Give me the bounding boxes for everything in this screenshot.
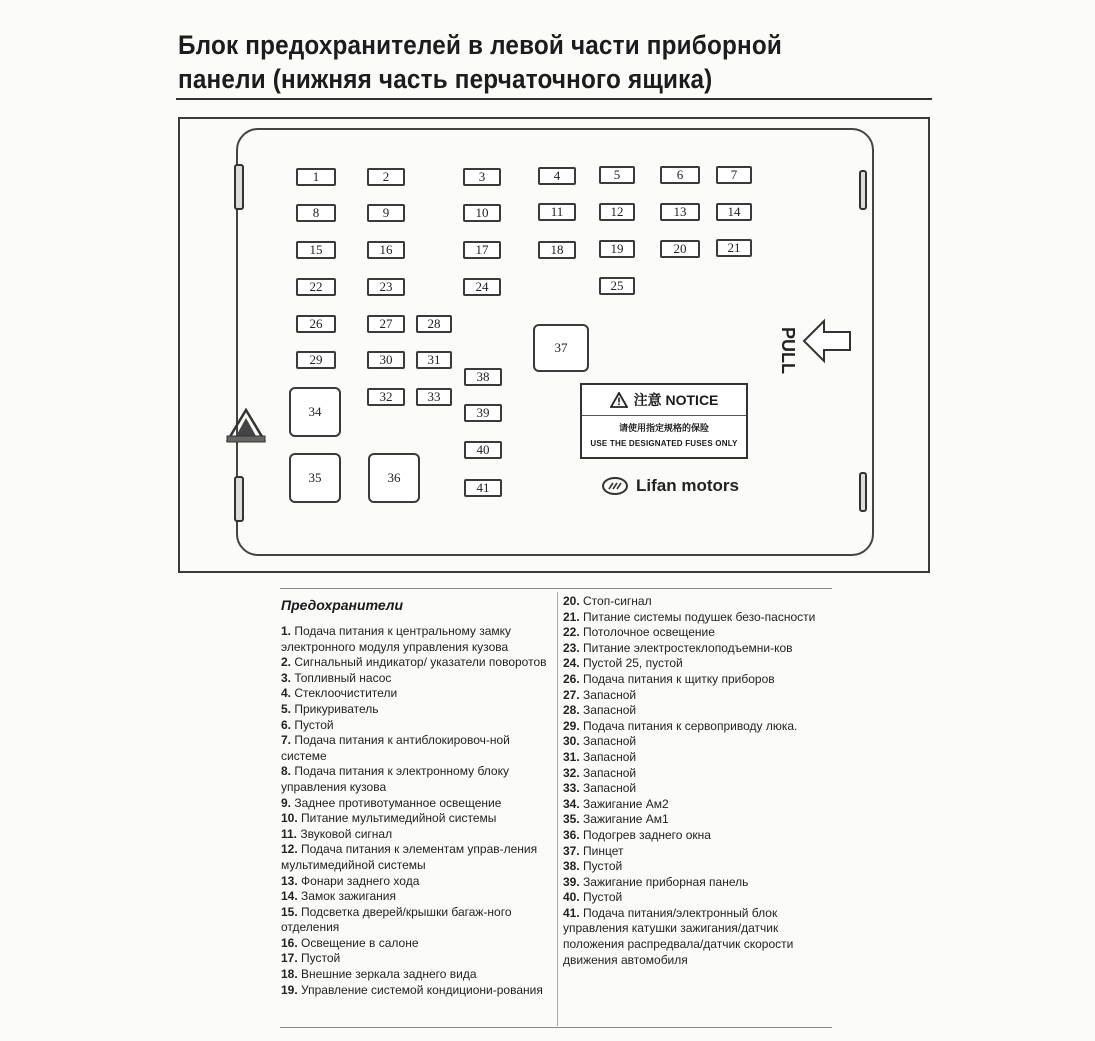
title-rule <box>176 98 932 100</box>
title-line-2: панели (нижняя часть перчаточного ящика) <box>178 64 713 94</box>
legend-entry <box>563 890 831 906</box>
legend-entry-number: 7. <box>281 733 295 748</box>
legend-entry <box>281 889 549 905</box>
legend-entry-number: 36. <box>563 827 584 842</box>
page-title <box>178 28 862 96</box>
legend-entry <box>281 936 549 952</box>
legend-entry-text: Подача питания к сервоприводу люка. <box>583 718 798 733</box>
legend-entry <box>281 811 549 827</box>
fuse-27: 27 <box>367 315 405 333</box>
legend-entry-text: Запасной <box>583 687 637 702</box>
legend-entry-text: Запасной <box>583 734 637 749</box>
legend-entry-number: 15. <box>281 904 302 919</box>
legend-entry-number: 13. <box>281 873 302 888</box>
fuse-5: 5 <box>599 166 635 184</box>
legend-entry <box>281 874 549 890</box>
legend-entry-number: 20. <box>563 594 584 608</box>
relay-37: 37 <box>533 324 589 372</box>
legend-entry-number: 28. <box>563 703 584 718</box>
fuse-6: 6 <box>660 166 700 184</box>
legend-entry-number: 12. <box>281 842 302 857</box>
title-line-1: Блок предохранителей в левой части приборной <box>178 30 782 60</box>
legend-entry <box>563 781 831 797</box>
legend-entry <box>563 625 831 641</box>
fuse-22: 22 <box>296 278 336 296</box>
manufacturer-emblem-icon <box>224 408 268 444</box>
legend-entry-number: 18. <box>281 967 302 982</box>
legend-entry-number: 14. <box>281 889 302 904</box>
fuse-18: 18 <box>538 241 576 259</box>
fuse-33: 33 <box>416 388 452 406</box>
legend-entry-number: 19. <box>281 982 302 997</box>
legend-entry-number: 8. <box>281 764 295 779</box>
fuse-10: 10 <box>463 204 501 222</box>
legend-entry-number: 31. <box>563 749 584 764</box>
legend-entry <box>563 672 831 688</box>
fuse-41: 41 <box>464 479 502 497</box>
legend-entry-text: Фонари заднего хода <box>301 873 420 888</box>
fuse-28: 28 <box>416 315 452 333</box>
legend-entry <box>281 983 549 999</box>
legend-entry-text: Звуковой сигнал <box>300 826 393 841</box>
legend-entry <box>563 750 831 766</box>
legend-entry-text: Питание мультимедийной системы <box>301 811 497 826</box>
legend-entry-text: Запасной <box>583 703 637 718</box>
legend-top-rule <box>280 588 832 589</box>
legend-entry-text: Прикуриватель <box>294 701 379 716</box>
legend-entry-text: Освещение в салоне <box>301 935 419 950</box>
fuse-21: 21 <box>716 239 752 257</box>
legend-entry-text: Пустой <box>583 859 623 874</box>
legend-entry-number: 35. <box>563 812 584 827</box>
legend-entry-text: Пустой <box>294 717 334 732</box>
legend-entry <box>563 859 831 875</box>
legend-entry <box>281 967 549 983</box>
notice-english-text: USE THE DESIGNATED FUSES ONLY <box>590 439 738 448</box>
fuse-30: 30 <box>367 351 405 369</box>
fuse-15: 15 <box>296 241 336 259</box>
notice-chinese-text: 请使用指定规格的保险 <box>618 423 709 433</box>
legend-entry-number: 30. <box>563 734 584 749</box>
left-bottom-clip <box>234 476 244 522</box>
legend-entry-text: Замок зажигания <box>301 889 396 904</box>
fuse-29: 29 <box>296 351 336 369</box>
fuse-8: 8 <box>296 204 336 222</box>
legend-entry <box>563 766 831 782</box>
legend-entry <box>563 594 831 610</box>
legend-entry-number: 40. <box>563 890 584 905</box>
legend-entry-number: 17. <box>281 951 302 966</box>
legend-entry-text: Стеклоочистители <box>294 686 398 701</box>
legend-entry-number: 38. <box>563 859 584 874</box>
legend-entry-number: 9. <box>281 795 295 810</box>
pull-arrow-icon <box>802 318 852 364</box>
legend-entry-text: Подсветка дверей/крышки багаж-ного отделения <box>281 904 512 935</box>
legend-entry-number: 5. <box>281 701 295 716</box>
legend-entry-number: 41. <box>563 905 584 920</box>
fuse-40: 40 <box>464 441 502 459</box>
legend-entry-text: Питание электростеклоподъемни-ков <box>583 640 793 655</box>
legend-entry-text: Управление системой кондициони-рования <box>301 982 543 997</box>
legend-entry-text: Топливный насос <box>294 670 392 685</box>
legend-entry <box>563 734 831 750</box>
legend-entry <box>563 844 831 860</box>
legend-entry <box>281 624 549 655</box>
fuse-39: 39 <box>464 404 502 422</box>
legend-entry <box>281 951 549 967</box>
legend-entry <box>563 688 831 704</box>
brand-mark <box>602 476 739 496</box>
fuse-25: 25 <box>599 277 635 295</box>
legend-entry-number: 37. <box>563 843 584 858</box>
legend-entry-number: 24. <box>563 656 584 671</box>
legend-entry <box>281 671 549 687</box>
fuse-4: 4 <box>538 167 576 185</box>
notice-header: 注意 NOTICE <box>633 392 719 408</box>
legend-entry-number: 29. <box>563 718 584 733</box>
relay-36: 36 <box>368 453 420 503</box>
legend-entry-number: 11. <box>281 826 301 841</box>
fuse-9: 9 <box>367 204 405 222</box>
legend-entry-text: Пустой <box>583 890 623 905</box>
legend-entry-text: Зажигание Ам1 <box>583 812 669 827</box>
legend-entry-number: 2. <box>281 655 295 670</box>
fuse-12: 12 <box>599 203 635 221</box>
notice-label <box>580 383 748 459</box>
fuse-24: 24 <box>463 278 501 296</box>
legend-entry-number: 39. <box>563 874 584 889</box>
legend-entry-text: Зажигание Ам2 <box>583 796 669 811</box>
fuse-2: 2 <box>367 168 405 186</box>
relay-34: 34 <box>289 387 341 437</box>
legend-entry-number: 23. <box>563 640 584 655</box>
pull-label: PULL <box>778 327 798 374</box>
fuse-19: 19 <box>599 240 635 258</box>
legend-entry <box>281 796 549 812</box>
fuse-3: 3 <box>463 168 501 186</box>
left-top-clip <box>234 164 244 210</box>
fuse-23: 23 <box>367 278 405 296</box>
legend-column-divider <box>557 592 558 1026</box>
legend-entry-number: 16. <box>281 935 302 950</box>
legend-entry <box>281 655 549 671</box>
legend-entry-text: Заднее противотуманное освещение <box>294 795 502 810</box>
legend-bottom-rule <box>280 1027 832 1028</box>
legend-entry-text: Питание системы подушек безо-пасности <box>583 609 816 624</box>
legend-entry-text: Пустой 25, пустой <box>583 656 683 671</box>
legend-entry-text: Запасной <box>583 765 637 780</box>
legend-title: Предохранители <box>281 597 404 613</box>
fuse-26: 26 <box>296 315 336 333</box>
right-bottom-clip <box>859 472 867 512</box>
legend-entry <box>281 686 549 702</box>
legend-entry <box>281 733 549 764</box>
legend-entry-number: 4. <box>281 686 295 701</box>
legend-entry <box>563 719 831 735</box>
legend-entry <box>281 702 549 718</box>
legend-column-right <box>563 594 831 968</box>
legend-entry-number: 10. <box>281 811 302 826</box>
fuse-31: 31 <box>416 351 452 369</box>
legend-entry <box>563 703 831 719</box>
legend-entry-number: 32. <box>563 765 584 780</box>
legend-entry-text: Внешние зеркала заднего вида <box>301 967 477 982</box>
legend-entry-text: Подача питания к центральному замку электронного модуля управления кузова <box>281 624 511 654</box>
legend-entry-number: 1. <box>281 624 295 638</box>
legend-entry <box>563 641 831 657</box>
legend-entry-number: 22. <box>563 625 584 640</box>
legend-entry <box>563 875 831 891</box>
legend-entry <box>281 827 549 843</box>
legend-entry-text: Подача питания к антиблокировоч-ной системе <box>281 733 510 763</box>
legend-entry-text: Потолочное освещение <box>583 625 715 640</box>
legend-entry-number: 21. <box>563 609 584 624</box>
legend-column-left <box>281 624 549 998</box>
fuse-11: 11 <box>538 203 576 221</box>
warning-triangle-icon <box>610 392 628 408</box>
legend-entry-text: Подогрев заднего окна <box>583 827 711 842</box>
fuse-1: 1 <box>296 168 336 186</box>
fuse-17: 17 <box>463 241 501 259</box>
legend-entry <box>563 906 831 968</box>
fuse-7: 7 <box>716 166 752 184</box>
legend-entry-number: 6. <box>281 717 295 732</box>
legend-entry <box>563 828 831 844</box>
legend-entry-number: 26. <box>563 671 584 686</box>
fuse-16: 16 <box>367 241 405 259</box>
right-top-clip <box>859 170 867 210</box>
legend-entry-text: Запасной <box>583 749 637 764</box>
legend-entry <box>281 842 549 873</box>
legend-entry-text: Подача питания/электронный блок управления катушки зажигания/датчик положения распредвала/датчик скорости движения автомобиля <box>563 905 794 967</box>
legend-entry-number: 33. <box>563 781 584 796</box>
legend-entry-text: Подача питания к щитку приборов <box>583 671 775 686</box>
legend-entry-text: Подача питания к элементам управ-ления мультимедийной системы <box>281 842 538 872</box>
legend-entry <box>281 905 549 936</box>
legend-entry-text: Зажигание приборная панель <box>583 874 749 889</box>
legend-entry <box>281 718 549 734</box>
fuse-20: 20 <box>660 240 700 258</box>
legend-entry-text: Запасной <box>583 781 637 796</box>
brand-name: Lifan motors <box>636 476 739 495</box>
legend-entry-number: 27. <box>563 687 584 702</box>
legend-entry-text: Сигнальный индикатор/ указатели поворотов <box>294 655 547 670</box>
legend-entry-text: Пустой <box>301 951 341 966</box>
legend-entry <box>563 812 831 828</box>
legend-entry <box>563 656 831 672</box>
legend-entry <box>563 610 831 626</box>
fuse-32: 32 <box>367 388 405 406</box>
legend-entry-text: Стоп-сигнал <box>583 594 652 608</box>
fuse-13: 13 <box>660 203 700 221</box>
lifan-logo-icon <box>602 477 628 495</box>
legend-entry-number: 3. <box>281 670 295 685</box>
legend-entry-text: Подача питания к электронному блоку управления кузова <box>281 764 509 794</box>
legend-entry-text: Пинцет <box>583 843 624 858</box>
fuse-38: 38 <box>464 368 502 386</box>
legend-entry-number: 34. <box>563 796 584 811</box>
legend-entry <box>281 764 549 795</box>
legend-entry <box>563 797 831 813</box>
fuse-14: 14 <box>716 203 752 221</box>
relay-35: 35 <box>289 453 341 503</box>
